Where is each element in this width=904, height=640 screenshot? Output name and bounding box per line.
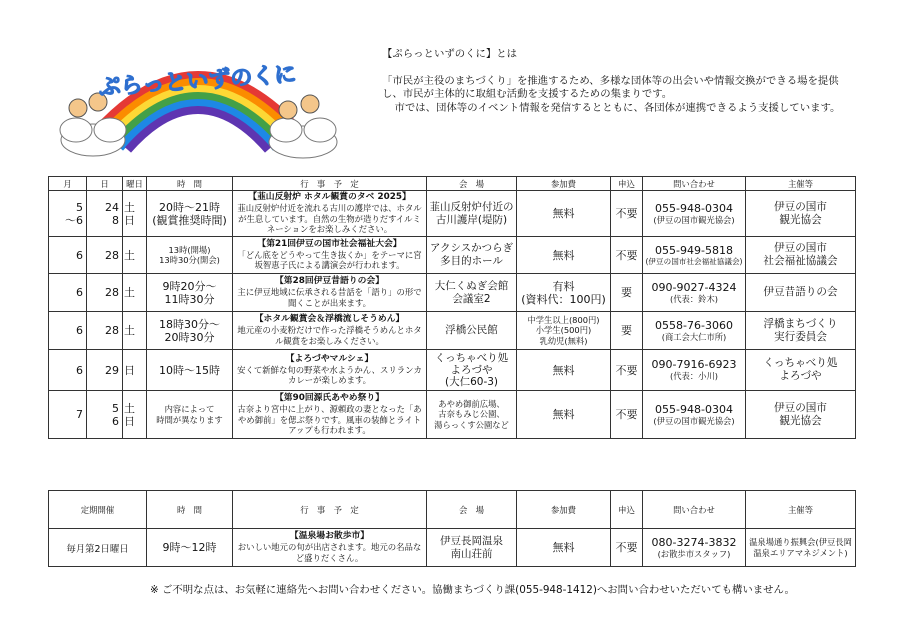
- contact-name: (伊豆の国市社会福祉協議会): [645, 256, 743, 266]
- contact-phone: 090-9027-4324: [651, 280, 737, 294]
- fee-line: 有料: [552, 279, 575, 293]
- table-row: [49, 237, 856, 274]
- contact-phone: 0558-76-3060: [655, 318, 733, 332]
- cell-venue: [427, 312, 517, 350]
- table-row: [49, 274, 856, 312]
- header-schedule: 定期開催: [49, 491, 147, 529]
- weekday-line: 土: [124, 286, 135, 299]
- time-line: 20時～21時: [159, 200, 220, 214]
- cell-month: [49, 191, 87, 237]
- weekday-line: 日: [124, 414, 135, 428]
- event-description: おいしい地元の旬が出店されます。地元の名品など盛りだくさん。: [237, 542, 422, 563]
- weekday-line: 土: [124, 401, 135, 415]
- cell-organizer: [746, 274, 856, 312]
- cell-weekday: [123, 274, 147, 312]
- cell-contact: [643, 191, 746, 237]
- contact-phone: 055-948-0304: [655, 201, 733, 215]
- cell-schedule: 毎月第2日曜日: [49, 529, 147, 567]
- cell-contact: [643, 237, 746, 274]
- cell-time: [147, 237, 233, 274]
- day-line: 29: [105, 363, 119, 377]
- event-title: 【第90回源氏あやめ祭り】: [274, 392, 384, 403]
- time-line: 11時30分: [164, 292, 215, 306]
- event-description: 「どん底をどうやって生き抜くか」をテーマに宮坂智恵子氏による講演会が行われます。: [237, 249, 422, 271]
- cell-apply: 不要: [611, 350, 643, 391]
- regular-event-table: [48, 490, 856, 567]
- organizer-line: よろづや: [779, 370, 822, 382]
- cell-day: [87, 350, 123, 391]
- fee-line: 小学生(500円): [535, 325, 592, 336]
- cell-event: [233, 312, 427, 350]
- time-line: 13時(開場): [168, 244, 211, 255]
- cell-event: [233, 529, 427, 567]
- time-line: 内容によって: [164, 404, 215, 414]
- cell-month: [49, 274, 87, 312]
- organizer-line: 伊豆の国市: [774, 200, 827, 213]
- time-line: 時間が異なります: [156, 414, 223, 425]
- event-description: 地元産の小麦粉だけで作った浮橋そうめんとホタル観賞をお楽しみください。: [237, 325, 422, 346]
- intro-title: 【ぷらっといずのくに】とは: [382, 48, 518, 60]
- cell-event: [233, 191, 427, 237]
- event-title: 【ホタル観賞会＆浮橋流しそうめん】: [254, 314, 405, 325]
- day-line: 6: [112, 414, 119, 428]
- contact-name: (代表：鈴木): [670, 293, 718, 304]
- venue-line: アクシスかつらぎ: [429, 242, 514, 254]
- table-row: [49, 391, 856, 439]
- cell-fee: [517, 274, 611, 312]
- cell-time: [147, 274, 233, 312]
- cell-month: [49, 237, 87, 274]
- intro-section: [382, 48, 852, 115]
- contact-name: (伊豆の国市観光協会): [653, 415, 735, 426]
- cell-weekday: [123, 191, 147, 237]
- contact-name: (伊豆の国市観光協会): [653, 214, 735, 225]
- cell-venue: [427, 391, 517, 439]
- weekday-line: 土: [124, 248, 135, 262]
- organizer-line: 観光協会: [779, 414, 822, 427]
- cell-time: [147, 312, 233, 350]
- fee-line: 中学生以上(800円): [527, 314, 600, 325]
- cell-venue: [427, 191, 517, 237]
- venue-line: 古川護岸(堤防): [435, 213, 508, 226]
- header-weekday: 曜日: [123, 177, 147, 191]
- event-description: 古奈より宮中に上がり、源頼政の妻となった「あやめ御前」を偲ぶ祭りです。風車の装飾とライトアップも行われます。: [237, 403, 422, 436]
- contact-name: (代表：小川): [670, 371, 718, 382]
- organizer-line: 伊豆の国市: [774, 242, 827, 254]
- cell-contact: [643, 274, 746, 312]
- cell-event: [233, 350, 427, 391]
- venue-line: あやめ御前広場、: [438, 398, 505, 409]
- header-time: 時 間: [147, 177, 233, 191]
- venue-line: 湯らっくす公園など: [434, 419, 509, 430]
- cell-fee: [517, 237, 611, 274]
- venue-line: (大仁60-3): [444, 376, 499, 388]
- event-title: 【韮山反射炉 ホタル観賞のタベ 2025】: [248, 191, 411, 202]
- time-line: 20時30分: [164, 330, 215, 344]
- month-line: 5: [76, 200, 83, 214]
- cell-contact: [643, 529, 746, 567]
- header-contact: 問い合わせ: [643, 491, 746, 529]
- day-line: 5: [112, 401, 119, 415]
- weekday-line: 土: [124, 200, 135, 214]
- cell-contact: [643, 350, 746, 391]
- cell-event: [233, 391, 427, 439]
- time-line: 10時～15時: [159, 363, 220, 377]
- organizer-line: 社会福祉協議会: [763, 255, 838, 267]
- day-line: 8: [112, 213, 119, 227]
- organizer-line: 観光協会: [779, 213, 822, 226]
- cell-time: [147, 350, 233, 391]
- cell-day: [87, 237, 123, 274]
- event-table: [48, 176, 856, 439]
- cell-organizer: [746, 312, 856, 350]
- intro-paragraph-2: 市では、団体等のイベント情報を発信するとともに、各団体が連携できるよう支援しています。: [394, 101, 841, 114]
- venue-line: 大仁くぬぎ会館: [434, 279, 509, 292]
- cell-organizer: [746, 237, 856, 274]
- cell-weekday: [123, 391, 147, 439]
- cell-month: [49, 391, 87, 439]
- venue-line: 伊豆長岡温泉: [440, 534, 503, 547]
- cell-fee: [517, 191, 611, 237]
- header-event: 行 事 予 定: [233, 177, 427, 191]
- fee-line: 乳幼児(無料): [539, 335, 588, 346]
- cell-apply: 不要: [611, 529, 643, 567]
- header-apply: 申込: [611, 177, 643, 191]
- cell-apply: 要: [611, 312, 643, 350]
- header-day: 日: [87, 177, 123, 191]
- cell-weekday: [123, 350, 147, 391]
- footer-note: ※ ご不明な点は、お気軽に連絡先へお問い合わせください。協働まちづくり課(055-948-1412)へお問い合わせいただいても構いません。: [150, 584, 795, 596]
- day-line: 28: [105, 324, 119, 337]
- fee-line: 無料: [552, 363, 575, 377]
- cell-organizer: [746, 191, 856, 237]
- organizer-line: 浮橋まちづくり: [763, 317, 838, 330]
- contact-phone: 055-949-5818: [655, 243, 733, 257]
- cell-day: [87, 191, 123, 237]
- day-line: 28: [105, 248, 119, 262]
- cell-apply: 不要: [611, 191, 643, 237]
- month-line: 6: [76, 324, 83, 337]
- event-description: 主に伊豆地域に伝承される昔話を「語り」の形で聞くことが出来ます。: [237, 287, 422, 308]
- cell-venue: [427, 529, 517, 567]
- cell-time: [147, 391, 233, 439]
- cell-event: [233, 237, 427, 274]
- fee-line: (資料代：100円): [521, 292, 606, 306]
- event-title: 【第28回伊豆昔語りの会】: [274, 276, 384, 287]
- cell-time: 9時～12時: [147, 529, 233, 567]
- month-line: 6: [76, 248, 83, 262]
- header-event: 行 事 予 定: [233, 491, 427, 529]
- cell-day: [87, 391, 123, 439]
- cell-month: [49, 312, 87, 350]
- header-organizer: 主催等: [746, 491, 856, 529]
- cell-apply: 不要: [611, 391, 643, 439]
- table-row: [49, 191, 856, 237]
- event-title: 【よろづやマルシェ】: [285, 353, 374, 364]
- cell-event: [233, 274, 427, 312]
- cell-day: [87, 312, 123, 350]
- table-row: [49, 312, 856, 350]
- fee-line: 無料: [552, 408, 575, 421]
- weekday-line: 土: [124, 324, 135, 337]
- header-venue: 会 場: [427, 177, 517, 191]
- weekday-line: 日: [124, 363, 135, 377]
- header-organizer: 主催等: [746, 177, 856, 191]
- month-line: ～6: [65, 213, 83, 227]
- venue-line: 会議室2: [452, 292, 491, 305]
- venue-line: よろづや: [450, 364, 493, 376]
- fee-line: 無料: [552, 207, 575, 220]
- month-line: 6: [76, 363, 83, 377]
- contact-phone: 090-7916-6923: [651, 358, 737, 372]
- month-line: 6: [76, 286, 83, 299]
- cell-fee: 無料: [517, 529, 611, 567]
- cell-month: [49, 350, 87, 391]
- cell-venue: [427, 350, 517, 391]
- table-row: [49, 350, 856, 391]
- month-line: 7: [76, 408, 83, 421]
- venue-line: 浮橋公民館: [445, 324, 498, 336]
- contact-phone: 080-3274-3832: [651, 535, 737, 549]
- event-table-header: [49, 177, 856, 191]
- regular-table-header: [49, 491, 856, 529]
- time-line: (観賞推奨時間): [152, 213, 227, 227]
- cell-weekday: [123, 237, 147, 274]
- organizer-line: くっちゃべり処: [763, 357, 838, 369]
- header-contact: 問い合わせ: [643, 177, 746, 191]
- event-description: 安くて新鮮な旬の野菜や水ようかん、スリランカカレーが楽しめます。: [237, 364, 422, 386]
- contact-name: (お散歩市スタッフ): [657, 548, 731, 559]
- venue-line: 古奈もみじ公園、: [438, 409, 505, 420]
- venue-line: 韮山反射炉付近の: [429, 200, 514, 213]
- organizer-line: 伊豆の国市: [774, 401, 827, 414]
- day-line: 24: [105, 200, 119, 214]
- intro-paragraph-1: 「市民が主役のまちづくり」を推進するため、多様な団体等の出会いや情報交換ができる場を提供し、市民が主体的に取組む活動を支援するための集まりです。: [382, 74, 839, 101]
- time-line: 9時20分～: [162, 279, 217, 293]
- cell-fee: [517, 391, 611, 439]
- venue-line: くっちゃべり処: [434, 352, 509, 364]
- cell-organizer: 温泉場通り振興会(伊豆長岡温泉エリアマネジメント): [746, 529, 856, 567]
- event-description: 韮山反射炉付近を流れる古川の護岸では、ホタルが生息しています。自然の生物が造りだすイルミネーションをお楽しみください。: [237, 202, 422, 235]
- header-fee: 参加費: [517, 491, 611, 529]
- cell-venue: [427, 237, 517, 274]
- cell-apply: 不要: [611, 237, 643, 274]
- logo-text: ぷらっといずのくに: [97, 62, 298, 101]
- header-fee: 参加費: [517, 177, 611, 191]
- event-title: 【第21回伊豆の国市社会福祉大会】: [257, 238, 402, 249]
- cell-fee: [517, 312, 611, 350]
- fee-line: 無料: [552, 248, 575, 262]
- time-line: 18時30分～: [159, 317, 220, 331]
- cell-organizer: [746, 391, 856, 439]
- day-line: 28: [105, 286, 119, 299]
- header-apply: 申込: [611, 491, 643, 529]
- venue-line: 南山荘前: [450, 547, 493, 560]
- cell-time: [147, 191, 233, 237]
- table-row: [49, 529, 856, 567]
- contact-phone: 055-948-0304: [655, 402, 733, 416]
- cell-venue: [427, 274, 517, 312]
- time-line: 13時30分(開会): [159, 255, 220, 265]
- header-time: 時 間: [147, 491, 233, 529]
- organizer-line: 実行委員会: [774, 330, 827, 343]
- logo: [48, 30, 348, 170]
- cell-contact: [643, 391, 746, 439]
- cell-apply: 要: [611, 274, 643, 312]
- cell-contact: [643, 312, 746, 350]
- cell-organizer: [746, 350, 856, 391]
- contact-name: (商工会大仁市所): [661, 331, 727, 342]
- header-venue: 会 場: [427, 491, 517, 529]
- event-title: 【温泉場お散歩市】: [289, 531, 370, 542]
- venue-line: 多目的ホール: [440, 255, 503, 267]
- cell-weekday: [123, 312, 147, 350]
- cell-day: [87, 274, 123, 312]
- weekday-line: 日: [124, 213, 135, 227]
- organizer-line: 伊豆昔語りの会: [763, 286, 838, 298]
- cell-fee: [517, 350, 611, 391]
- header-month: 月: [49, 177, 87, 191]
